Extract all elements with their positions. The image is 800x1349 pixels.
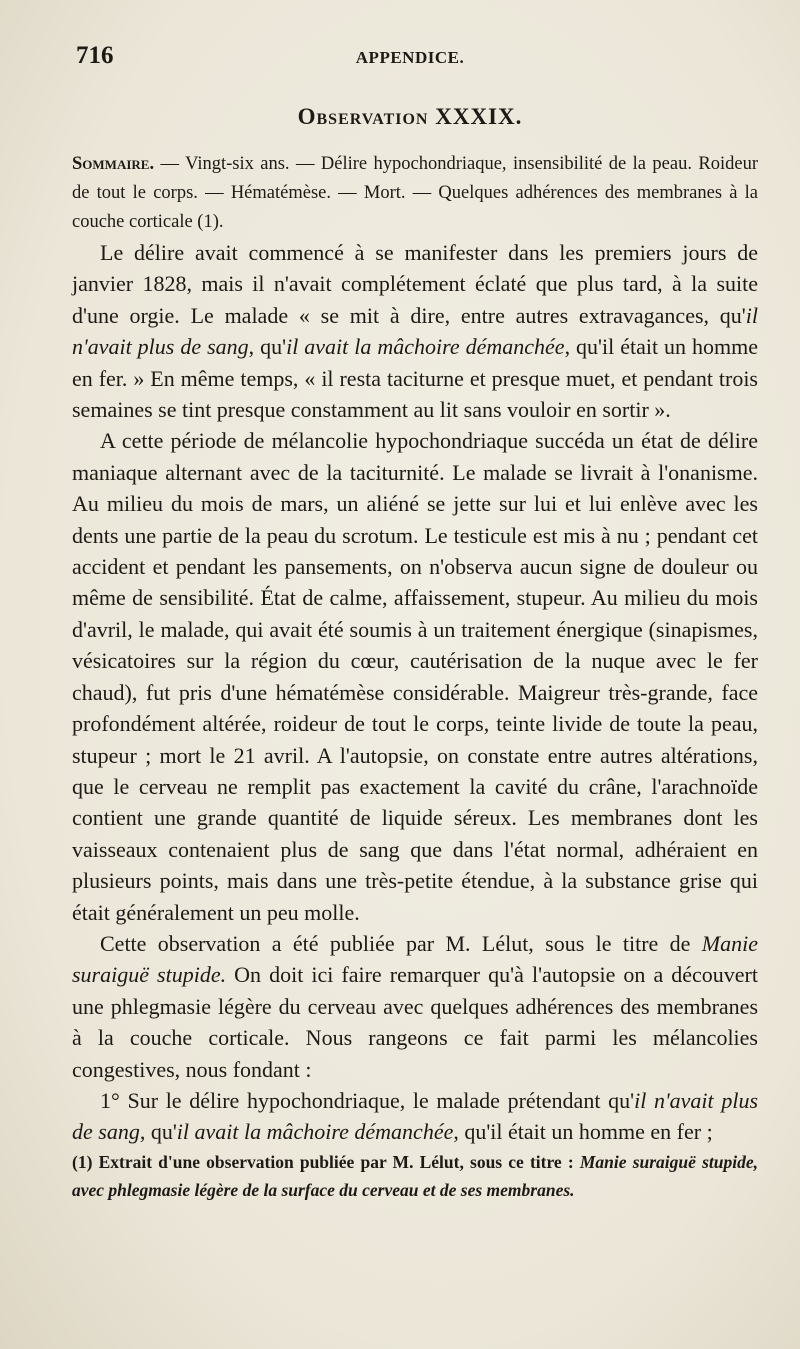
- paragraph-1-text-2: , qu': [248, 334, 287, 360]
- paragraph-1-text-3: , qu'il était un homme en fer. » En même temps, « il resta taciturne et presque muet, et pendant trois semaines se tint presque constamment au lit sans vouloir en sortir ».: [72, 334, 759, 423]
- footnote-italic: Manie suraiguë stupide, avec phlegmasie légère de la surface du cerveau et de ses membranes.: [72, 1151, 758, 1200]
- paragraph-4: [62, 1085, 758, 1148]
- paragraph-2: A cette période de mélancolie hypochondriaque succéda un état de délire maniaque alternant avec de la taciturnité. Le malade se livrait à l'onanisme. Au milieu du mois de mars, un aliéné se jette sur lui et lui enlève avec les dents une partie de la peau du scrotum. Le testicule est mis à nu ; pendant cet accident et pendant les pansements, on n'observa aucun signe de douleur ou même de sensibilité. État de calme, affaissement, stupeur. Au milieu du mois d'avril, le malade, qui avait été soumis à un traitement énergique (sinapismes, vésicatoires sur la région du cœur, cautérisation de la nuque avec le fer chaud), fut pris d'une hématémèse considérable. Maigreur très-grande, face profondément altérée, roideur de tout le corps, teinte livide de toute la peau, stupeur ; mort le 21 avril. A l'autopsie, on constate entre autres altérations, que le cerveau ne remplit pas exactement la cavité du crâne, l'arachnoïde contient une grande quantité de liquide séreux. Les membranes dont les vaisseaux contenaient plus de sang que dans l'état normal, adhéraient en plusieurs points, mais dans une très-petite étendue, à la substance grise qui était généralement un peu molle.: [72, 428, 758, 925]
- paragraph-1-text-1: Le délire avait commencé à se manifester dans les premiers jours de janvier 1828, mais il n'avait complétement éclaté que plus tard, à la suite d'une orgie. Le malade « se mit à dire, entre autres extravagances, qu': [72, 240, 758, 328]
- summary: [72, 150, 758, 237]
- paragraph-1: [62, 237, 758, 425]
- summary-text: — Vingt-six ans. — Délire hypochondriaque, insensibilité de la peau. Roideur de tout le corps. — Hématémèse. — Mort. — Quelques adhérences des membranes à la couche corticale (1).: [72, 154, 758, 232]
- footnote: [72, 1148, 758, 1204]
- paragraph-4-text-3: , qu'il était un homme en fer ;: [453, 1119, 713, 1145]
- page-number: 716: [76, 42, 114, 69]
- paragraph-3-text-2: On doit ici faire remarquer qu'à l'autopsie on a découvert une phlegmasie légère du cerveau avec quelques adhérences des membranes à la couche corticale. Nous rangeons ce fait parmi les mélancolies congestives, nous fondant :: [72, 962, 758, 1082]
- paragraph-1-italic-1: il n'avait plus de sang: [72, 302, 758, 360]
- paragraph-4-italic-2: il avait la mâchoire démanchée: [176, 1119, 454, 1145]
- paragraph-4-text-2: , qu': [139, 1119, 177, 1145]
- observation-title: Observation XXXIX.: [297, 104, 523, 129]
- paragraph-3-italic-1: Manie suraiguë stupide.: [72, 930, 758, 988]
- paragraph-1-italic-2: il avait la mâchoire démanchée: [286, 334, 565, 360]
- running-head: [62, 40, 758, 80]
- paragraph-4-text-1: 1° Sur le délire hypochondriaque, le malade prétendant qu': [100, 1087, 635, 1113]
- summary-label: Sommaire.: [72, 154, 155, 174]
- running-title: APPENDICE.: [355, 48, 465, 67]
- paragraph-4-italic-1: il n'avait plus de sang: [72, 1087, 758, 1145]
- footnote-text: (1) Extrait d'une observation publiée par M. Lélut, sous ce titre :: [72, 1151, 580, 1172]
- paragraph-3: [62, 928, 758, 1085]
- paragraph-3-text-1: Cette observation a été publiée par M. Lélut, sous le titre de: [100, 930, 702, 956]
